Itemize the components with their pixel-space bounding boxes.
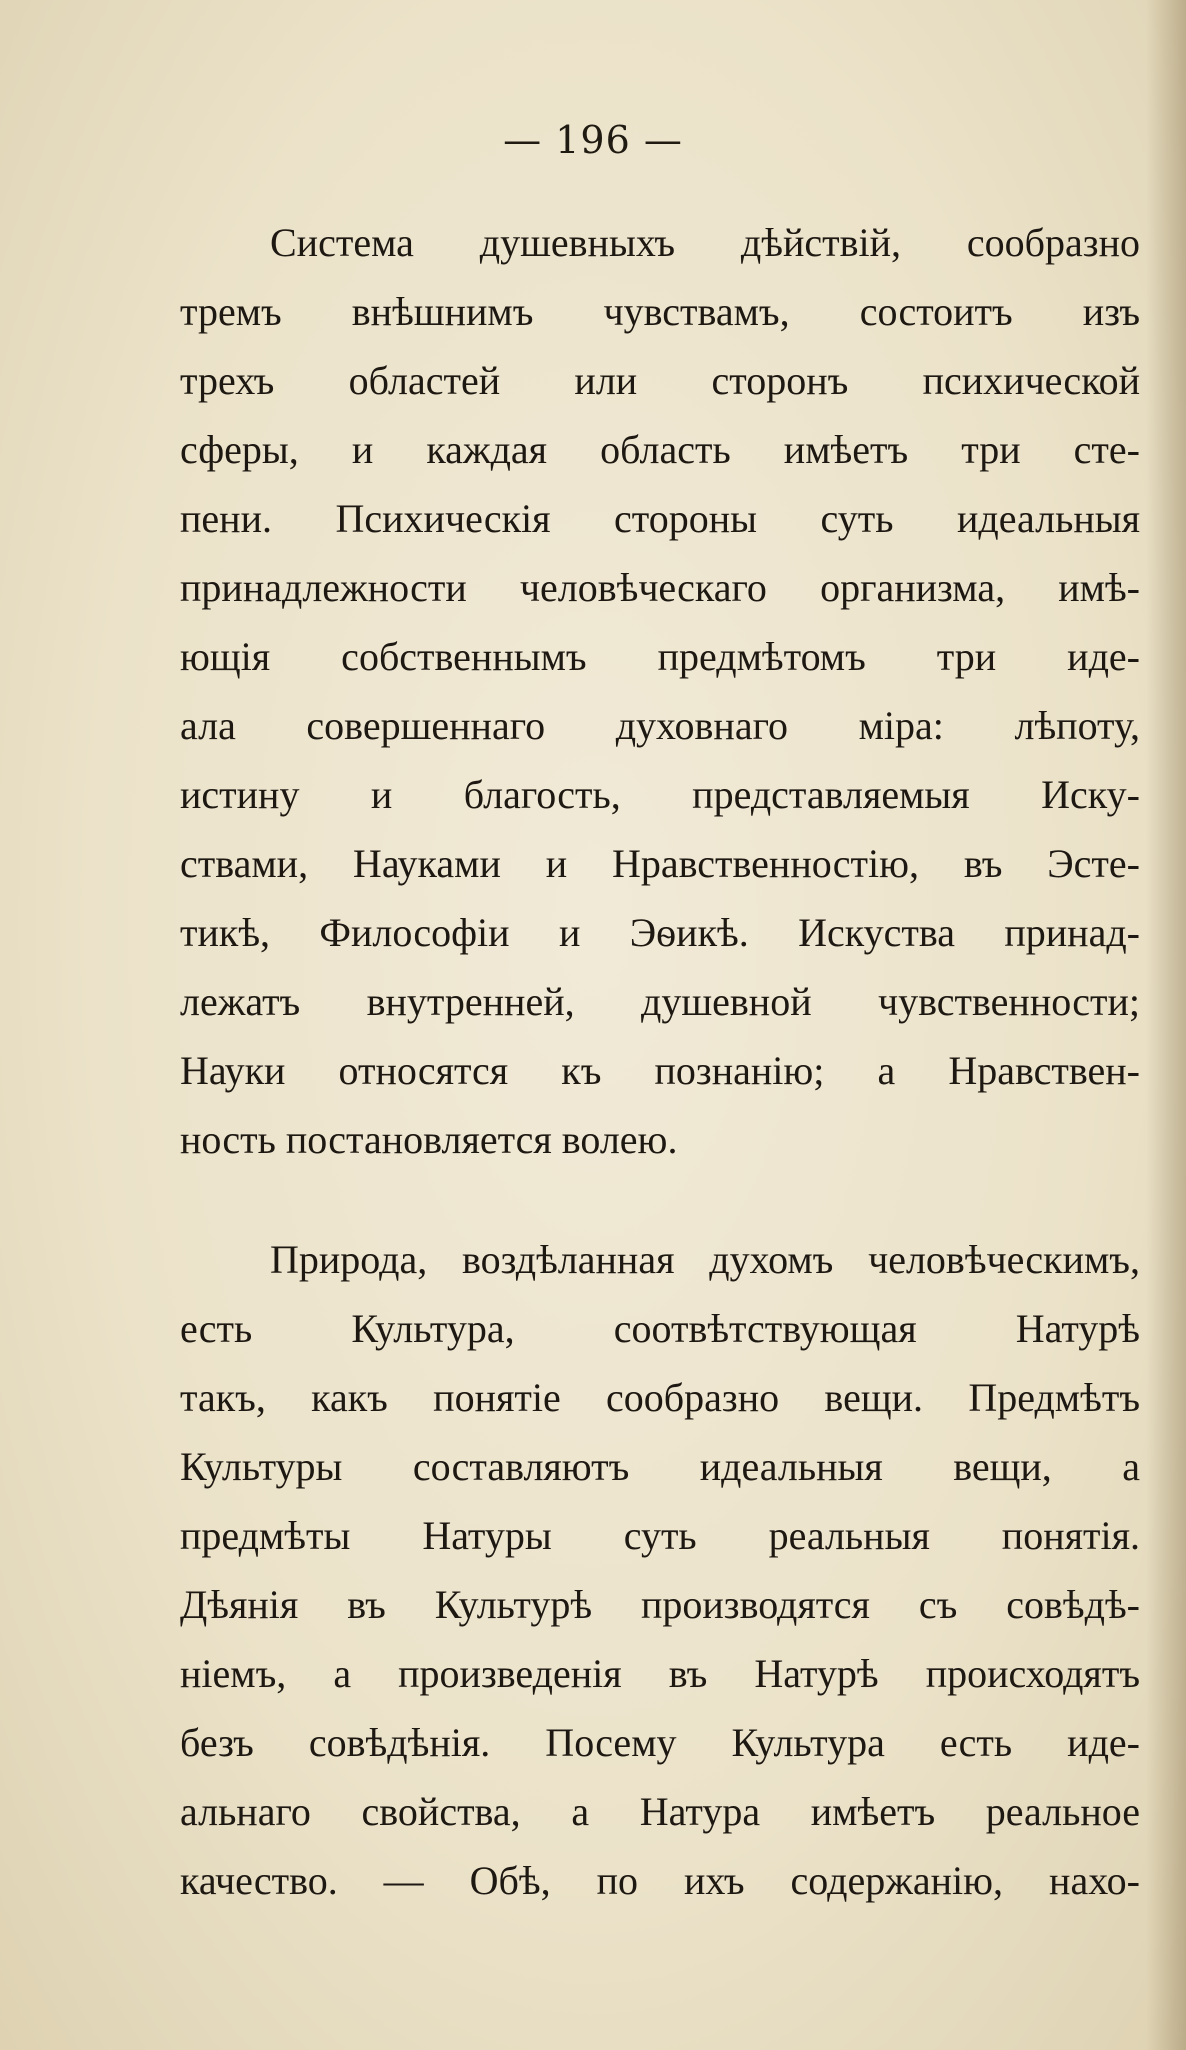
paragraph-line: ность постановляется волею. xyxy=(180,1117,678,1162)
paragraph-line: такъ, какъ понятіе сообразно вещи. Предмѣтъ xyxy=(180,1375,1140,1420)
paragraph-line: сферы, и каждая область имѣетъ три сте- xyxy=(180,427,1140,472)
paragraph-line: ющія собственнымъ предмѣтомъ три иде- xyxy=(180,634,1140,679)
paragraph-line: пени. Психическія стороны суть идеальныя xyxy=(180,496,1140,541)
paragraph-line: есть Культура, соотвѣтствующая Натурѣ xyxy=(180,1306,1140,1351)
paragraph-line: качество. — Обѣ, по ихъ содержанію, нахо- xyxy=(180,1858,1140,1903)
paragraph-line: Природа, воздѣланная духомъ человѣческимъ, xyxy=(270,1237,1140,1282)
paragraph-line: принадлежности человѣческаго организма, имѣ- xyxy=(180,565,1140,610)
paragraph-1 xyxy=(180,208,1140,1174)
paragraph-line: Система душевныхъ дѣйствій, сообразно xyxy=(270,220,1140,265)
paragraph-line: ала совершеннаго духовнаго міра: лѣпоту, xyxy=(180,703,1140,748)
paragraph-line: трехъ областей или сторонъ психической xyxy=(180,358,1140,403)
paragraph-line: предмѣты Натуры суть реальныя понятія. xyxy=(180,1513,1140,1558)
paragraph-line: Дѣянія въ Культурѣ производятся съ совѣдѣ- xyxy=(180,1582,1140,1627)
paragraph-line: Науки относятся къ познанію; а Нравствен- xyxy=(180,1048,1140,1093)
paragraph-line: альнаго свойства, а Натура имѣетъ реальное xyxy=(180,1789,1140,1834)
paragraph-line: истину и благость, представляемыя Иску- xyxy=(180,772,1140,817)
paragraph-line: ніемъ, а произведенія въ Натурѣ происходятъ xyxy=(180,1651,1140,1696)
page-number: — 196 — xyxy=(503,118,683,162)
page-edge-shadow xyxy=(1146,0,1186,2050)
paragraph-line: Культуры составляютъ идеальныя вещи, а xyxy=(180,1444,1140,1489)
paragraph-2 xyxy=(180,1225,1140,1915)
paragraph-line: ствами, Науками и Нравственностію, въ Эсте- xyxy=(180,841,1140,886)
paragraph-line: лежатъ внутренней, душевной чувственности; xyxy=(180,979,1140,1024)
paragraph-line: тремъ внѣшнимъ чувствамъ, состоитъ изъ xyxy=(180,289,1140,334)
paragraph-line: тикѣ, Философіи и Эѳикѣ. Искуства принад- xyxy=(180,910,1140,955)
paragraph-line: безъ совѣдѣнія. Посему Культура есть иде- xyxy=(180,1720,1140,1765)
